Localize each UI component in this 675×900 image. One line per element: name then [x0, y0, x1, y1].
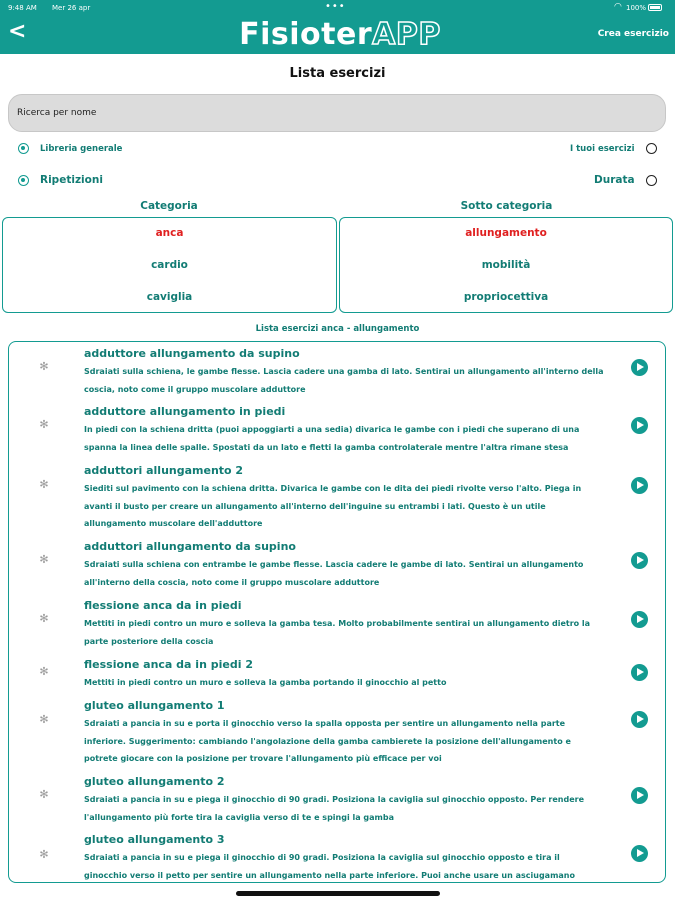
page-title: Lista esercizi	[289, 66, 386, 81]
exercise-list-title: Lista esercizi anca - allungamento	[255, 324, 420, 334]
subcategory-item-mobilita[interactable]: mobilità	[481, 259, 531, 271]
exercise-name: flessione anca da in piedi	[84, 599, 242, 612]
status-time: 9:48 AM	[8, 4, 37, 12]
status-bar	[0, 0, 675, 16]
play-icon[interactable]	[631, 417, 648, 434]
exercise-list[interactable]	[8, 341, 666, 883]
exercise-name: adduttore allungamento in piedi	[84, 405, 286, 418]
category-header: Categoria	[140, 200, 198, 212]
category-item-caviglia[interactable]: caviglia	[146, 291, 193, 303]
status-date: Mer 26 apr	[52, 4, 91, 12]
play-icon[interactable]	[631, 611, 648, 628]
create-exercise-button[interactable]: Crea esercizio	[597, 29, 669, 39]
exercise-name: flessione anca da in piedi 2	[84, 658, 253, 671]
library-yours-radio[interactable]	[646, 143, 657, 154]
app-logo	[220, 16, 460, 54]
home-indicator[interactable]	[236, 891, 440, 896]
exercise-name: gluteo allungamento 3	[84, 833, 225, 846]
exercise-description: In piedi con la schiena dritta (puoi appoggiarti a una sedia) divarica le gambe con i piedi che superano di una spanna la linea delle spalle. Spostati da un lato e fletti la gamba controlaterale mentre l'altra rimane stesa	[84, 425, 580, 452]
play-icon[interactable]	[631, 664, 648, 681]
exercise-name: gluteo allungamento 1	[84, 699, 225, 712]
loading-spinner-icon: ✻	[39, 553, 49, 566]
app-header	[0, 16, 675, 54]
exercise-description: Siediti sul pavimento con la schiena dritta. Divarica le gambe con le dita dei piedi rivolte verso l'alto. Piega in avanti il busto per creare un allungamento all'interno dell'inguine su entrambi i lati. Questo è un utile allungamento muscolare dell'adduttore	[84, 484, 582, 528]
exercise-name: adduttore allungamento da supino	[84, 347, 300, 360]
exercise-name: adduttori allungamento da supino	[84, 540, 296, 553]
library-yours-label: I tuoi esercizi	[570, 144, 635, 154]
exercise-description: Sdraiati a pancia in su e porta il ginocchio verso la spalla opposta per sentire un allungamento nella parte inferiore. Suggerimento: cambiando l'angolazione della gamba cambierete la posizione dell'allungamento e potrete giocare con la posizione per trovare l'allungamento più efficace per voi	[84, 719, 571, 763]
play-icon[interactable]	[631, 552, 648, 569]
battery-percent: 100%	[626, 4, 647, 12]
play-icon[interactable]	[631, 787, 648, 804]
library-general-radio[interactable]	[18, 143, 29, 154]
exercise-description: Sdraiati a pancia in su e piega il ginocchio di 90 gradi. Posiziona la caviglia sul ginocchio opposto e tira il ginocchio verso il petto per sentire un allungamento nella parte inferiore. Puoi anche usare un asciugamano	[84, 853, 575, 880]
loading-spinner-icon: ✻	[39, 612, 49, 625]
category-item-cardio[interactable]: cardio	[151, 259, 188, 271]
category-item-anca[interactable]: anca	[155, 227, 184, 239]
loading-spinner-icon: ✻	[39, 478, 49, 491]
subcategory-list	[339, 217, 673, 313]
play-icon[interactable]	[631, 477, 648, 494]
subcategory-item-allungamento[interactable]: allungamento	[465, 227, 547, 239]
exercise-description: Sdraiati sulla schiena, le gambe flesse. Lascia cadere una gamba di lato. Sentirai un allungamento all'interno della coscia, noto come il gruppo muscolare adduttore	[84, 367, 604, 394]
play-icon[interactable]	[631, 359, 648, 376]
multitask-dots[interactable]: •••	[325, 1, 346, 12]
category-list	[2, 217, 337, 313]
exercise-name: adduttori allungamento 2	[84, 464, 244, 477]
play-icon[interactable]	[631, 711, 648, 728]
back-button[interactable]: <	[8, 19, 27, 44]
mode-reps-label: Ripetizioni	[40, 174, 103, 186]
subcategory-header: Sotto categoria	[460, 200, 553, 212]
battery-icon	[648, 4, 662, 11]
mode-duration-label: Durata	[594, 174, 635, 186]
exercise-description: Mettiti in piedi contro un muro e solleva la gamba portando il ginocchio al petto	[84, 678, 447, 687]
subcategory-item-propriocettiva[interactable]: propriocettiva	[463, 291, 549, 303]
loading-spinner-icon: ✻	[39, 788, 49, 801]
loading-spinner-icon: ✻	[39, 360, 49, 373]
logo-text-app: APP	[372, 17, 441, 52]
play-icon[interactable]	[631, 845, 648, 862]
loading-spinner-icon: ✻	[39, 665, 49, 678]
mode-reps-radio[interactable]	[18, 175, 29, 186]
logo-text-fisioter: Fisioter	[239, 17, 373, 52]
loading-spinner-icon: ✻	[39, 848, 49, 861]
exercise-description: Sdraiati a pancia in su e piega il ginocchio di 90 gradi. Posiziona la caviglia sul ginocchio opposto. Per rendere l'allungamento più forte tira la caviglia verso di te e spingi la gamba	[84, 795, 585, 822]
exercise-name: gluteo allungamento 2	[84, 775, 225, 788]
loading-spinner-icon: ✻	[39, 713, 49, 726]
library-general-label: Libreria generale	[40, 144, 123, 154]
loading-spinner-icon: ✻	[39, 418, 49, 431]
mode-duration-radio[interactable]	[646, 175, 657, 186]
wifi-icon: ◠	[614, 2, 622, 12]
search-input[interactable]	[8, 94, 666, 132]
exercise-description: Mettiti in piedi contro un muro e solleva la gamba tesa. Molto probabilmente sentirai un allungamento dietro la parte posteriore della coscia	[84, 619, 591, 646]
exercise-description: Sdraiati sulla schiena con entrambe le gambe flesse. Lascia cadere le gambe di lato. Sentirai un allungamento all'interno della coscia, noto come il gruppo muscolare adduttore	[84, 560, 584, 587]
